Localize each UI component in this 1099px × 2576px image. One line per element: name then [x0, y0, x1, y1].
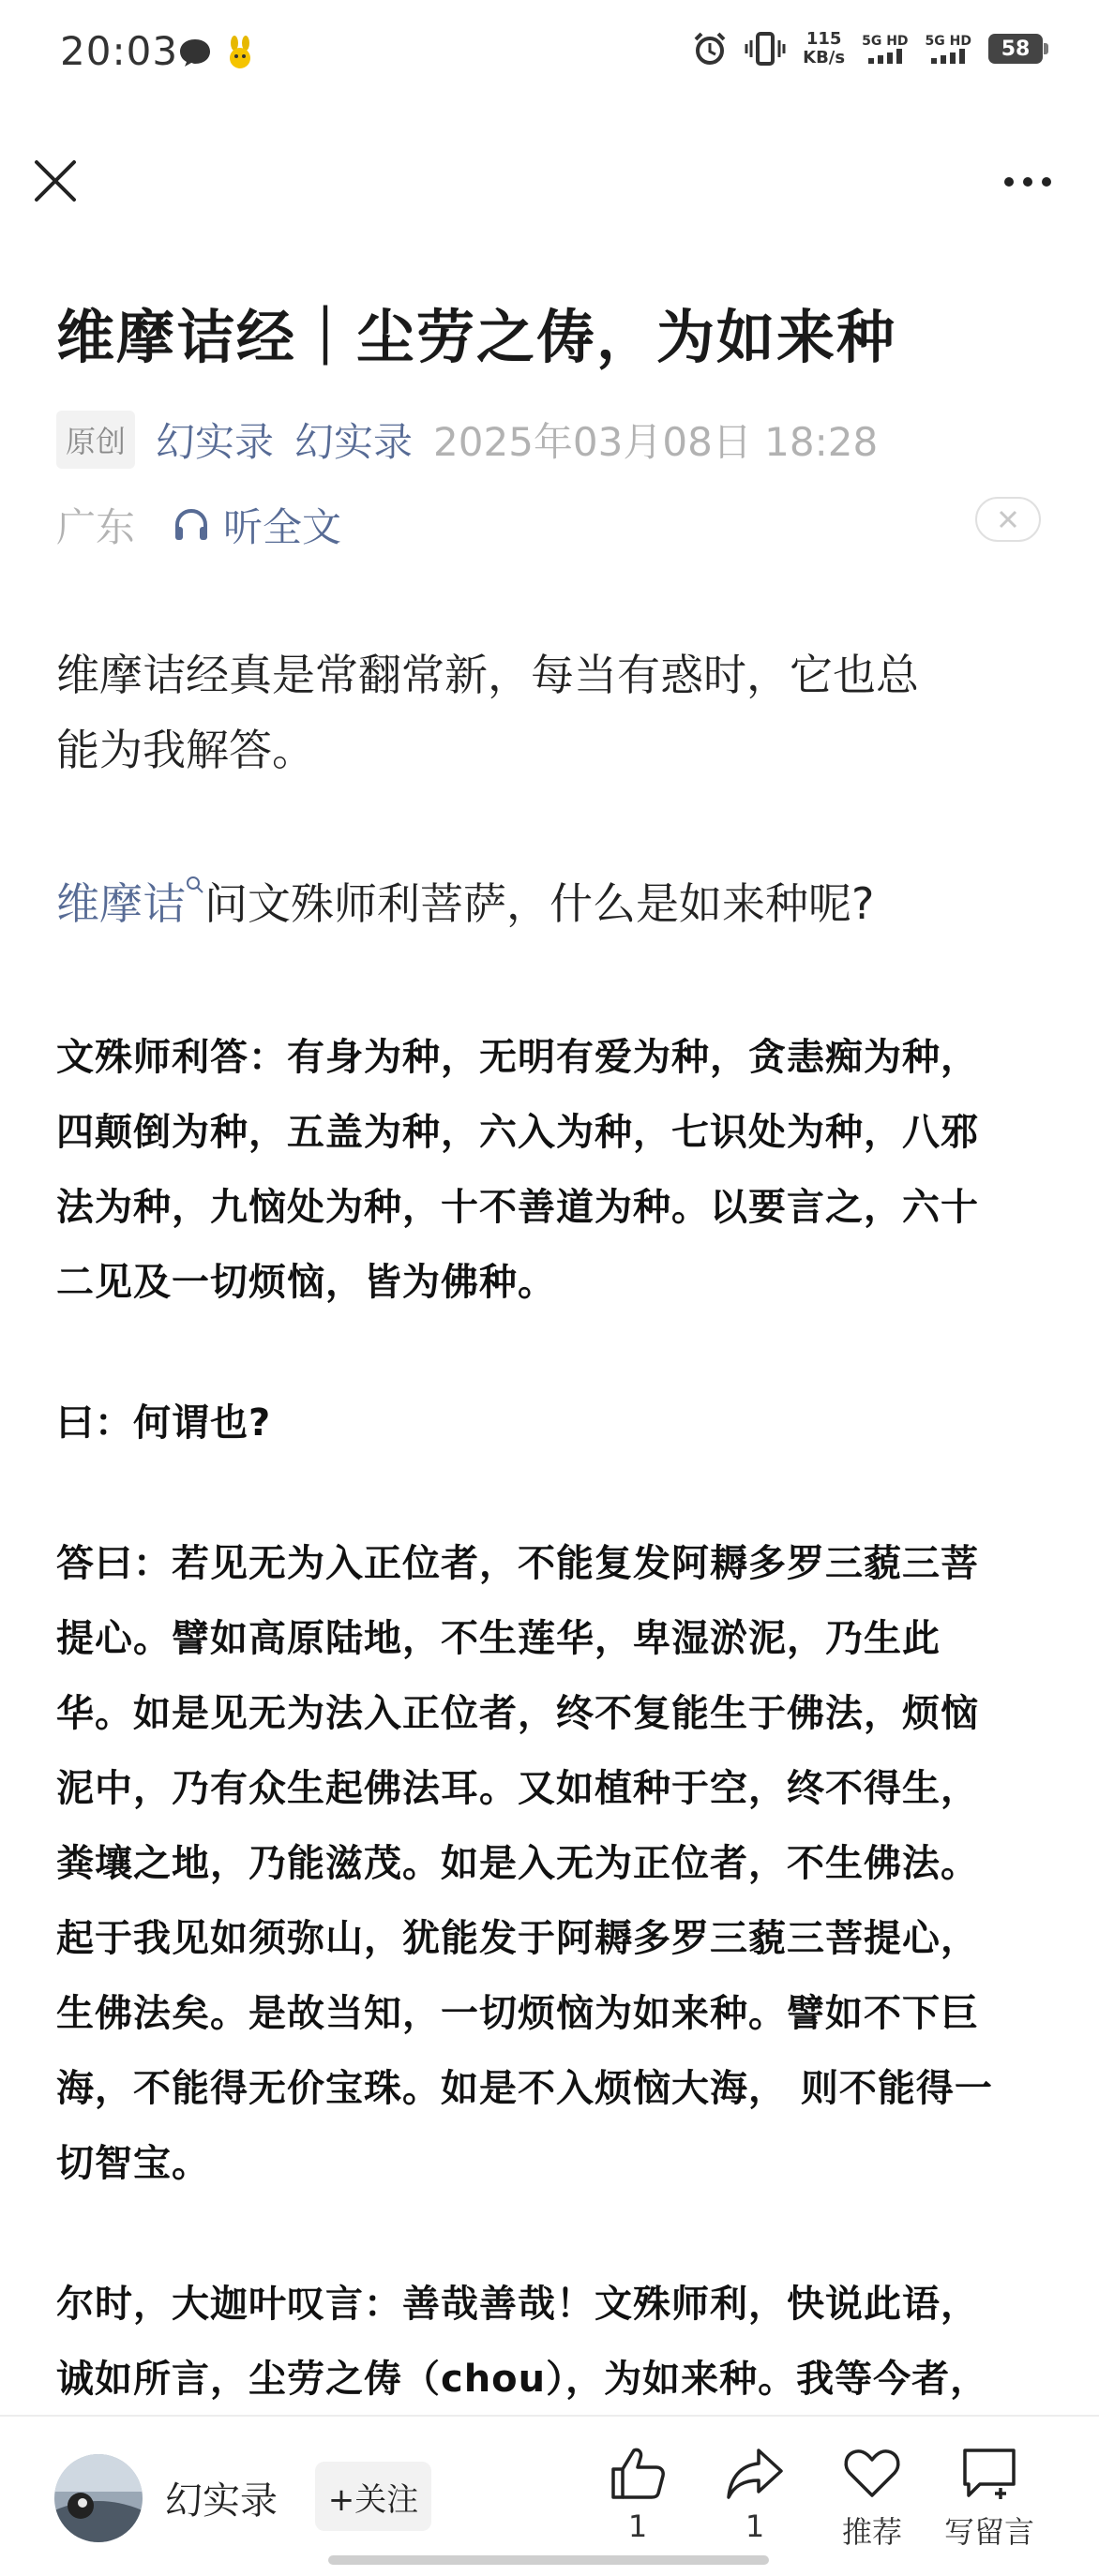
paragraph-5-line: 粪壤之地，乃能滋茂。如是入无为正位者，不生佛法。	[56, 1842, 979, 1885]
like-button[interactable]	[581, 2445, 694, 2544]
headphones-icon	[173, 506, 210, 544]
recommend-button[interactable]	[816, 2445, 928, 2552]
paragraph-2	[56, 866, 1050, 941]
network-2-label: 5G HD	[925, 34, 971, 49]
chat-bubble-icon	[178, 37, 212, 68]
vibrate-icon	[745, 31, 786, 67]
original-badge: 原创	[56, 411, 135, 469]
paragraph-2-text: 问文殊师利菩萨，什么是如来种呢?	[204, 878, 875, 929]
paragraph-5-line: 海，不能得无价宝珠。如是不入烦恼大海， 则不能得一	[56, 2067, 993, 2110]
comment-label: 写留言	[943, 2514, 1034, 2550]
article-title: 维摩诘经｜尘劳之俦，为如来种	[56, 303, 897, 371]
signal-1-icon	[866, 49, 904, 64]
paragraph-4: 曰：何谓也?	[56, 1401, 272, 1445]
home-indicator[interactable]	[328, 2555, 769, 2565]
publish-date: 2025年03月08日 18:28	[433, 419, 879, 465]
comment-button[interactable]	[933, 2445, 1046, 2552]
paragraph-5	[56, 1526, 1050, 2201]
more-dots-icon	[1004, 177, 1014, 187]
alarm-icon	[692, 31, 728, 67]
network-1-label: 5G HD	[862, 34, 909, 49]
share-arrow-icon	[725, 2445, 785, 2501]
paragraph-3-line: 四颠倒为种，五盖为种，六入为种，七识处为种，八邪	[56, 1111, 979, 1154]
avatar-image	[54, 2454, 143, 2542]
follow-button[interactable]: +关注	[315, 2462, 431, 2531]
status-time: 20:03	[60, 28, 179, 74]
paragraph-5-line: 提心。譬如高原陆地，不生莲华，卑湿淤泥，乃生此	[56, 1617, 941, 1660]
status-bar	[0, 0, 1099, 112]
dismiss-button[interactable]	[975, 497, 1041, 542]
paragraph-3-line: 文殊师利答：有身为种，无明有爱为种，贪恚痴为种，	[56, 1036, 979, 1079]
paragraph-5-line: 生佛法矣。是故当知，一切烦恼为如来种。譬如不下巨	[56, 1992, 979, 2035]
heart-icon	[842, 2445, 902, 2501]
location: 广东	[56, 504, 136, 550]
network-speed	[803, 30, 845, 67]
mascot-icon	[225, 36, 255, 69]
recommend-label: 推荐	[841, 2514, 902, 2550]
share-button[interactable]	[699, 2445, 811, 2544]
network-1	[862, 34, 908, 64]
close-button[interactable]	[32, 157, 79, 204]
paragraph-5-line: 起于我见如须弥山，犹能发于阿耨多罗三藐三菩提心，	[56, 1917, 979, 1960]
paragraph-1	[56, 637, 1050, 787]
paragraph-6	[56, 2267, 1050, 2417]
author-link[interactable]: 幻实录	[156, 419, 275, 465]
paragraph-6-line: 诚如所言，尘劳之俦（chou），为如来种。我等今者，	[56, 2358, 989, 2401]
paragraph-3	[56, 1020, 1050, 1320]
close-icon	[32, 157, 79, 204]
status-left-icons	[178, 36, 255, 69]
article-meta	[56, 411, 878, 469]
paragraph-5-line: 切智宝。	[56, 2142, 210, 2185]
article-meta-2	[56, 497, 341, 553]
avatar[interactable]	[54, 2454, 143, 2542]
more-dots-icon	[1023, 177, 1032, 187]
speed-value: 115	[805, 29, 842, 49]
network-2	[926, 34, 971, 64]
close-small-icon	[998, 509, 1018, 530]
paragraph-5-line: 答曰：若见无为入正位者，不能复发阿耨多罗三藐三菩	[56, 1542, 979, 1585]
paragraph-3-line: 法为种，九恼处为种，十不善道为种。以要言之，六十	[56, 1186, 979, 1229]
like-count: 1	[627, 2509, 648, 2544]
paragraph-5-line: 泥中，乃有众生起佛法耳。又如植种于空，终不得生，	[56, 1767, 979, 1810]
paragraph-5-line: 华。如是见无为法入正位者，终不复能生于佛法，烦恼	[56, 1692, 979, 1735]
account-link[interactable]: 幻实录	[294, 419, 414, 465]
signal-2-icon	[929, 49, 967, 64]
listen-button[interactable]	[173, 497, 341, 553]
article-content	[56, 637, 1050, 2417]
paragraph-3-line: 二见及一切烦恼，皆为佛种。	[56, 1261, 556, 1304]
bottom-action-bar	[0, 2415, 1099, 2576]
search-icon	[186, 876, 204, 894]
status-right	[692, 30, 1043, 67]
comment-plus-icon	[959, 2445, 1019, 2501]
share-count: 1	[745, 2509, 765, 2544]
paragraph-1-line: 维摩诘经真是常翻常新，每当有惑时，它也总	[56, 650, 919, 700]
paragraph-1-line: 能为我解答。	[56, 725, 315, 775]
listen-label: 听全文	[223, 504, 342, 550]
speed-unit: KB/s	[803, 48, 846, 67]
search-keyword-link[interactable]: 维摩诘	[56, 878, 186, 929]
more-dots-icon	[1042, 177, 1051, 187]
more-button[interactable]	[998, 165, 1058, 199]
paragraph-6-line: 尔时，大迦叶叹言：善哉善哉！文殊师利，快说此语，	[56, 2283, 979, 2326]
battery-indicator: 58	[988, 34, 1043, 64]
bottom-author-name: 幻实录	[165, 2479, 278, 2523]
thumbs-up-icon	[608, 2445, 668, 2501]
